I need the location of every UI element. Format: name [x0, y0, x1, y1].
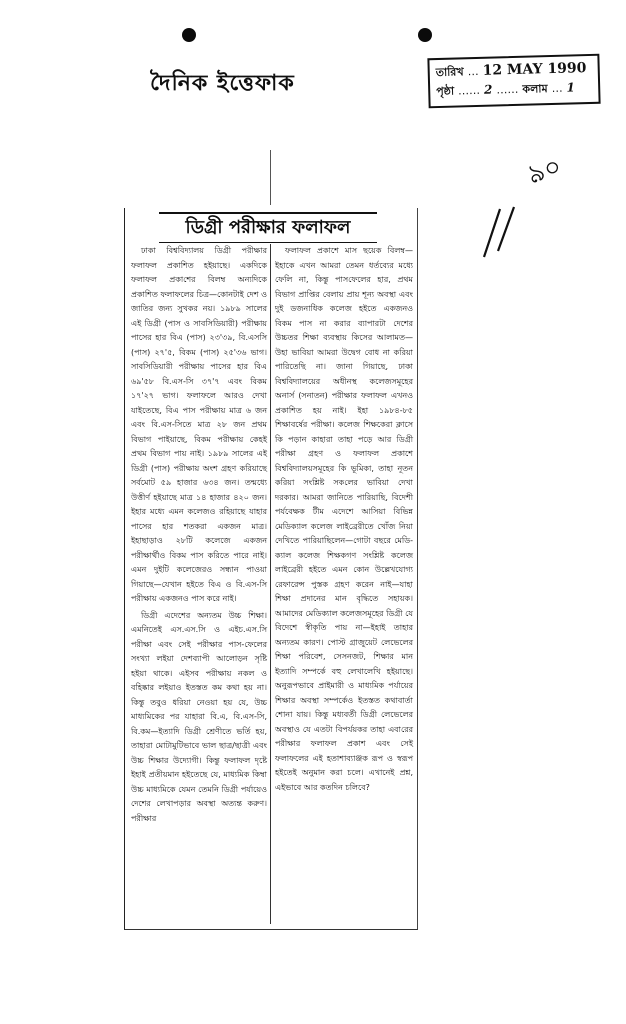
article-left-column: [131, 244, 267, 828]
newspaper-masthead: দৈনিক ইত্তেফাক: [150, 71, 295, 96]
stamp-page-value: 2: [483, 82, 493, 97]
stamp-page-label: পৃষ্ঠা: [436, 84, 455, 99]
handwritten-slash-marks: [480, 205, 520, 261]
left-paragraph-1: ঢাকা বিশ্ববিদ্যালয় ডিগ্রী পরীক্ষার ফলাফল প্রকাশিত হইয়াছে। একদিকে ফলাফল প্রকাশের বিলম্ব অন্যদিকে প্রকাশিত ফলাফলের চিত্র—কোনটাই দেশ ও জাতির জন্য সুখকর নয়। ১৯৮৯ সালের এই ডিগ্রী (পাস ও সাবসিডিয়ারী) পরীক্ষায় পাসের হার বিএ (পাস) ২৩'৩৯, বি.এসসি (পাস) ২৭'৫, বিকম (পাস) ২৫'৩৬ ভাগ। সাবসিডিয়ারী পরীক্ষায় পাসের হার বিএ ৬৯'৫৮ বি.এস-সি ৩৭'৭ এবং বিকম ১৭'২৭ ভাগ। ফলাফলে আরও দেখা যাইতেছে, বিএ পাস পরীক্ষায় মাত্র ৬ জন এবং বি.এস-সিতে মাত্র ২৮ জন প্রথম বিভাগ পাইয়াছে, বিকম পরীক্ষায় কেহই প্রথম বিভাগ পায় নাই। ১৯৮৯ সালের এই ডিগ্রী (পাস) পরীক্ষায় অংশ গ্রহণ করিয়াছে সর্বমোট ৫৯ হাজার ৬৩৪ জন। তন্মধ্যে উত্তীর্ণ হইয়াছে মাত্র ১৪ হাজার ৪২০ জন। ইহার মধ্যে এমন কলেজও রহিয়াছে যাহার পাসের হার শতকরা একজন মাত্র। ইহাছাড়াও ২৮টি কলেজে একজন পরীক্ষার্থীও বিকম পাস করিতে পারে নাই। এমন দুইটি কলেজেরও সন্ধান পাওয়া গিয়াছে—যেখান হইতে বিএ ও বি.এস-সি পরীক্ষায় একজনও পাস করে নাই।: [131, 246, 267, 603]
stamp-date-value: 12 MAY 1990: [482, 60, 587, 79]
left-paragraph-2: ডিগ্রী এদেশের অন্যতম উচ্চ শিক্ষা। এমনিতেই এস.এস.সি ও এইচ.এস.সি পরীক্ষা এবং সেই পরীক্ষার পাস-ফেলের সংখ্যা লইয়া দেশব্যাপী আলোড়ন সৃষ্টি হইয়া থাকে। এইসব পরীক্ষায় নকল ও বহিষ্কার লইয়াও ইতস্তত কম কথা হয় না। কিন্তু তবুও ধরিয়া নেওয়া হয় যে, উচ্চ মাধ্যমিকের পর যাহারা বি.এ, বি.এস-সি, বি.কম—ইত্যাদি ডিগ্রী শ্রেণীতে ভর্তি হয়, তাহারা মোটামুটিভাবে ভাল ছাত্র/ছাত্রী এবং উচ্চ শিক্ষার উদ্যোগী। কিন্তু ফলাফল দৃষ্টে ইহাই প্রতীয়মান হইতেছে যে, মাধ্যমিক কিম্বা উচ্চ মাধ্যমিকে যেমন তেমনি ডিগ্রী পর্যায়েও দেশের লেখাপড়ার অবস্থা অত্যন্ত করুণ। পরীক্ষার: [131, 610, 267, 823]
punch-hole-left: [182, 28, 196, 42]
fold-line: [270, 150, 271, 205]
right-paragraph-1: ফলাফল প্রকাশে মাস ছয়েক বিলম্ব—ইহাকে এখন আমরা তেমন ধর্তব্যের মধ্যে ফেলি না, কিন্তু পাসফেলের হার, প্রথম বিভাগ প্রাপ্তির বেলায় প্রায় শূন্য অবস্থা এবং দুই ডজনাধিক কলেজ হইতে একজনও বিকম পাস না করার ব্যাপারটা দেশের উচ্চতর শিক্ষা ব্যবস্থায় কিসের আলামত—উহা ভাবিয়া আমরা উদ্বেগ বোধ না করিয়া পারিতেছি না। জানা গিয়াছে, ঢাকা বিশ্ববিদ্যালয়ের অধীনস্থ কলেজসমূহের অনার্স (সনাতন) পরীক্ষার ফলাফল এখনও প্রকাশিত হয় নাই। ইহা ১৯৮৪-৮৫ শিক্ষাবর্ষের পরীক্ষা। কলেজ শিক্ষকেরা ক্লাসে কি পড়ান কাহারা তাহা পড়ে আর ডিগ্রী পরীক্ষা গ্রহণ ও ফলাফল প্রকাশে বিশ্ববিদ্যালয়সমূহের কি ভূমিকা, তাহা নূতন করিয়া সংশ্লিষ্ট সকলের ভাবিয়া দেখা দরকার। আমরা জানিতে পারিয়াছি, বিদেশী পর্যবেক্ষক টীম এদেশে আসিয়া বিভিন্ন মেডিক্যাল কলেজ লাইব্রেরীতে খোঁজ নিয়া দেখিতে পারিয়াছিলেন—গোটা বছরে মেডিক্যাল কলেজ শিক্ষকগণ সংশ্লিষ্ট কলেজ লাইব্রেরী হইতে এমন কোন উল্লেখযোগ্য রেফারেন্স পুস্তক গ্রহণ করেন নাই—যাহা শিক্ষা প্রদানের মান বৃদ্ধিতে সহায়ক। আমাদের মেডিক্যাল কলেজসমূহের ডিগ্রী যে বিদেশে স্বীকৃতি পায় না—ইহাই তাহার অন্যতম কারণ। পোস্ট গ্রাজুয়েট লেভেলের শিক্ষা পরিবেশ, সেসনজট, শিক্ষার মান ইত্যাদি সম্পর্কে বহু লেখালেখি হইয়াছে। অনুরূপভাবে প্রাইমারী ও মাধ্যমিক পর্যায়ের শিক্ষার অবস্থা সম্পর্কেও ইতস্তত কথাবার্তা শোনা যায়। কিন্তু মধ্যবর্তী ডিগ্রী লেভেলের অবস্থাও যে এতটা বিপর্যয়কর তাহা এবারের পরীক্ষার ফলাফল প্রকাশ এবং সেই ফলাফলের এই হতাশাব্যাঞ্জক রূপ ও স্বরূপ হইতেই অনুমান করা চলে। এখানেই প্রশ্ন, এইভাবে আর কতদিন চলিবে?: [275, 246, 413, 792]
handwritten-number: ৯০: [523, 151, 566, 191]
newspaper-clipping: [124, 208, 418, 930]
stamp-page-row: পৃষ্ঠা …… 2 …… কলাম … 1: [436, 78, 592, 101]
article-headline: ডিগ্রী পরীক্ষার ফলাফল: [159, 212, 377, 243]
stamp-column-value: 1: [566, 80, 576, 95]
stamp-column-label: কলাম: [522, 82, 548, 96]
article-right-column: [275, 244, 413, 797]
column-divider: [270, 244, 271, 924]
punch-hole-right: [418, 28, 432, 42]
stamp-date-label: তারিখ: [435, 65, 464, 80]
date-stamp: [427, 54, 600, 108]
stamp-date-row: তারিখ … 12 MAY 1990: [436, 59, 592, 82]
